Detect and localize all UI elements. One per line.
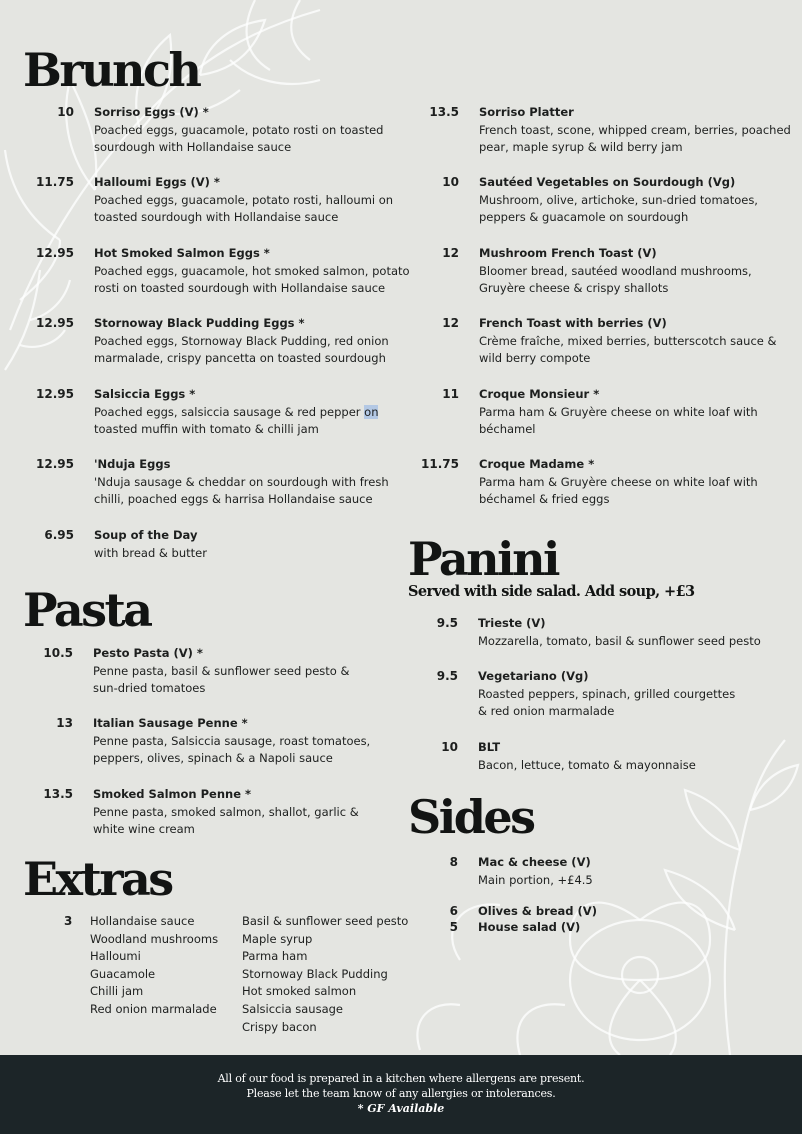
item-price: 12.95 (36, 457, 74, 471)
extra-item: Crispy bacon (242, 1019, 317, 1034)
item-name: Smoked Salmon Penne * (93, 787, 252, 801)
item-name: Halloumi Eggs (V) * (94, 175, 220, 189)
item-description: rosti on toasted sourdough with Hollandaise sauce (94, 281, 386, 295)
menu-item (449, 854, 593, 889)
item-name: French Toast with berries (V) (479, 316, 667, 330)
item-description: chilli, poached eggs & harrisa Hollandaise sauce (94, 492, 373, 506)
item-description: Gruyère cheese & crispy shallots (479, 281, 669, 295)
item-name: Croque Madame * (479, 457, 595, 471)
allergen-notice-line-1: All of our food is prepared in a kitchen where allergens are present. (217, 1072, 585, 1085)
extra-item: Hot smoked salmon (242, 984, 357, 999)
extra-item: Woodland mushrooms (90, 931, 219, 946)
extra-item: Hollandaise sauce (90, 914, 195, 928)
menu-item (44, 527, 207, 562)
item-name: Stornoway Black Pudding Eggs * (94, 316, 305, 330)
item-name: Croque Monsieur * (479, 387, 600, 401)
menu-item (56, 715, 371, 768)
item-price: 13 (56, 716, 73, 730)
menu-item (441, 739, 696, 774)
item-name: Vegetariano (Vg) (478, 669, 589, 683)
extras-heading: Extras (23, 852, 172, 906)
selected-text[interactable]: on (364, 404, 379, 419)
menu-item (43, 645, 350, 698)
item-name: Mac & cheese (V) (478, 855, 591, 869)
extra-item: Maple syrup (242, 931, 313, 946)
menu-item (36, 386, 379, 439)
item-description: Parma ham & Gruyère cheese on white loaf with (479, 474, 758, 489)
extra-item: Salsiccia sausage (242, 1001, 344, 1016)
menu-item (436, 668, 736, 721)
extra-item: Halloumi (90, 949, 141, 964)
menu-item (36, 174, 394, 227)
item-description: sun-dried tomatoes (93, 681, 206, 695)
panini-subtitle: Served with side salad. Add soup, +£3 (408, 583, 695, 600)
item-price: 10 (442, 175, 459, 189)
allergen-footer (0, 1055, 802, 1134)
menu-item (36, 315, 389, 368)
extra-item: Stornoway Black Pudding (242, 966, 388, 981)
item-description: wild berry compote (479, 351, 591, 365)
item-description: Mushroom, olive, artichoke, sun-dried tomatoes, (479, 192, 758, 207)
item-price: 10 (57, 105, 74, 119)
item-description: Main portion, +£4.5 (478, 872, 593, 887)
item-description: Roasted peppers, spinach, grilled courgettes (478, 686, 736, 701)
item-name: Olives & bread (V) (478, 904, 597, 918)
item-description: Penne pasta, basil & sunflower seed pesto & (93, 663, 350, 678)
extra-item: Basil & sunflower seed pesto (242, 914, 409, 928)
item-price: 8 (449, 855, 458, 869)
item-price: 11.75 (36, 175, 74, 189)
item-name: Sorriso Eggs (V) * (94, 105, 209, 119)
item-description: sourdough with Hollandaise sauce (94, 140, 292, 154)
allergen-notice-line-2: Please let the team know of any allergies or intolerances. (246, 1087, 556, 1100)
item-description: Poached eggs, guacamole, potato rosti, halloumi on (94, 192, 394, 207)
item-description: Crème fraîche, mixed berries, butterscotch sauce & (479, 333, 777, 348)
item-name: Salsiccia Eggs * (94, 387, 196, 401)
item-description: béchamel (479, 422, 536, 436)
menu-item (442, 174, 758, 227)
item-price: 10.5 (43, 646, 73, 660)
item-price: 12 (442, 246, 459, 260)
item-description: pear, maple syrup & wild berry jam (479, 140, 683, 154)
menu-item (429, 104, 791, 157)
item-price: 12.95 (36, 246, 74, 260)
menu-item (36, 456, 389, 509)
item-name: Italian Sausage Penne * (93, 716, 248, 730)
item-description: Poached eggs, guacamole, potato rosti on toasted (94, 122, 384, 137)
menu-item (421, 456, 758, 509)
item-description: Poached eggs, guacamole, hot smoked salmon, potato (94, 263, 410, 278)
item-description: toasted muffin with tomato & chilli jam (94, 422, 319, 436)
item-name: Sautéed Vegetables on Sourdough (Vg) (479, 175, 736, 189)
item-name: Sorriso Platter (479, 105, 574, 119)
item-description (94, 404, 378, 422)
extras-list-left (90, 913, 218, 1019)
menu-item (449, 919, 581, 937)
extra-item: Chilli jam (90, 984, 144, 999)
item-description: peppers, olives, spinach & a Napoli sauce (93, 751, 333, 765)
item-name: Mushroom French Toast (V) (479, 246, 657, 260)
item-description: Penne pasta, Salsiccia sausage, roast tomatoes, (93, 733, 371, 748)
item-description: marmalade, crispy pancetta on toasted sourdough (94, 351, 386, 365)
item-price: 12.95 (36, 316, 74, 330)
item-name: House salad (V) (478, 920, 581, 934)
pasta-heading: Pasta (23, 583, 151, 637)
item-name: Hot Smoked Salmon Eggs * (94, 246, 270, 260)
menu-item (449, 903, 597, 921)
item-price: 12.95 (36, 387, 74, 401)
item-description: Poached eggs, Stornoway Black Pudding, red onion (94, 333, 389, 348)
item-description: peppers & guacamole on sourdough (479, 210, 689, 224)
item-description: béchamel & fried eggs (479, 492, 610, 506)
extras-price: 3 (64, 914, 73, 928)
sides-heading: Sides (408, 790, 534, 844)
item-price: 6 (449, 904, 458, 918)
menu-item (436, 615, 761, 650)
extra-item: Parma ham (242, 949, 308, 964)
item-description: French toast, scone, whipped cream, berries, poached (479, 122, 791, 137)
menu-item (36, 245, 410, 298)
item-price: 9.5 (436, 669, 458, 683)
item-description: Bloomer bread, sautéed woodland mushrooms, (479, 263, 752, 278)
menu-item (57, 104, 384, 157)
menu-item (442, 245, 752, 298)
menu-item (442, 386, 758, 439)
item-name: 'Nduja Eggs (94, 457, 171, 471)
item-price: 9.5 (436, 616, 458, 630)
item-description: 'Nduja sausage & cheddar on sourdough with fresh (94, 474, 389, 489)
item-price: 11 (442, 387, 459, 401)
item-description: & red onion marmalade (478, 704, 615, 718)
item-name: Pesto Pasta (V) * (93, 646, 203, 660)
menu-item (43, 786, 359, 839)
gf-available-note: * GF Available (357, 1102, 445, 1115)
item-description: Penne pasta, smoked salmon, shallot, garlic & (93, 804, 359, 819)
item-description: with bread & butter (94, 545, 207, 560)
item-description: white wine cream (93, 822, 195, 836)
extra-item: Guacamole (90, 966, 156, 981)
item-description: toasted sourdough with Hollandaise sauce (94, 210, 339, 224)
extras-list-right (242, 913, 408, 1036)
item-price: 11.75 (421, 457, 459, 471)
menu-item (442, 315, 777, 368)
item-name: BLT (478, 740, 501, 754)
brunch-heading: Brunch (23, 43, 200, 97)
item-price: 12 (442, 316, 459, 330)
item-price: 13.5 (43, 787, 73, 801)
item-description: Parma ham & Gruyère cheese on white loaf with (479, 404, 758, 419)
floral-decoration-bottom-right (400, 730, 802, 1055)
item-name: Trieste (V) (478, 616, 546, 630)
item-price: 5 (449, 920, 458, 934)
item-price: 10 (441, 740, 458, 754)
item-description: Mozzarella, tomato, basil & sunflower seed pesto (478, 633, 761, 648)
extra-item: Red onion marmalade (90, 1001, 217, 1016)
item-price: 6.95 (44, 528, 74, 542)
item-price: 13.5 (429, 105, 459, 119)
item-description: Bacon, lettuce, tomato & mayonnaise (478, 757, 696, 772)
description-text: Poached eggs, salsiccia sausage & red pepper (94, 404, 365, 419)
item-name: Soup of the Day (94, 528, 198, 542)
panini-heading: Panini (408, 532, 558, 586)
